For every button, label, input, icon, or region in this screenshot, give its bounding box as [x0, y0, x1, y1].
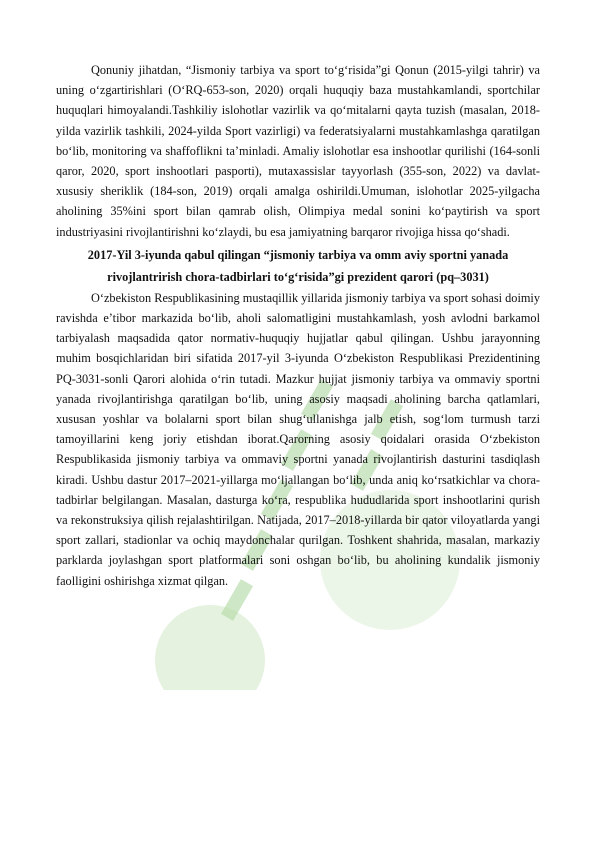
section-heading: 2017-Yil 3-iyunda qabul qilingan “jismoniy tarbiya va omm aviy sportni yanada rivojlantrirish chora-tadbirlari to‘g‘risida”gi prezident qarori (pq–3031) [87, 247, 509, 284]
paragraph-pq-3031: O‘zbekiston Respublikasining mustaqillik yillarida jismoniy tarbiya va sport sohasi doimiy ravishda e’tibor markazida bo‘lib, aholi salomatligini mustahkamlash, yosh avlodni barkamol tarbiyalash maqsadida qator normativ-huquqiy hujjatlar qabul qilingan. Ushbu jarayonning muhim bosqichlaridan biri sifatida 2017-yil 3-iyunda O‘zbekiston Respublikasi Prezidentining PQ-3031-sonli Qarori alohida o‘rin tutadi. Mazkur hujjat jismoniy tarbiya va ommaviy sportni yanada rivojlantirishga qaratilgan bo‘lib, uning asosiy maqsadi aholining barcha qatlamlari, xususan yoshlar va bolalarni sport bilan shug‘ullanishga jalb etish, sog‘lom turmush tarzi tamoyillarini keng joriy etishdan iborat.Qarorning asosiy qoidalari orasida O‘zbekiston Respublikasida jismoniy tarbiya va ommaviy sportni yanada rivojlantirish dasturini tasdiqlash kiradi. Ushbu dastur 2017–2021-yillarga mo‘ljallangan bo‘lib, unda aniq ko‘rsatkichlar va chora-tadbirlar belgilangan. Masalan, dasturga ko‘ra, respublika hududlarida sport inshootlarini qurish va rekonstruksiya qilish rejalashtirilgan. Natijada, 2017–2018-yillarda bir qator viloyatlarda yangi sport zallari, stadionlar va ochiq maydonchalar qurilgan. Toshkent shahrida, masalan, markaziy parklarda joylashgan sport platformalari soni oshgan bo‘lib, bu aholining kundalik jismoniy faolligini oshirishga xizmat qilgan. [56, 290, 540, 588]
paragraph-legal-reforms: Qonuniy jihatdan, “Jismoniy tarbiya va sport to‘g‘risida”gi Qonun (2015-yilgi tahrir) va uning o‘zgartirishlari (O‘RQ-653-son, 2020) orqali huquqiy baza mustahkamlandi, sportchilar huquqlari himoyalandi.Tashkiliy islohotlar vazirlik va qo‘mitalarni qayta tuzish (masalan, 2018-yilda vazirlik tashkili, 2024-yilda Sport vazirligi) va federatsiyalarni mustahkamlashga qaratilgan bo‘lib, monitoring va shaffoflikni ta’minladi. Amaliy islohotlar esa inshootlar qurilishi (164-sonli qaror, 2020, sport inshootlari pasporti), mutaxassislar tayyorlash (355-son, 2022) va davlat-xususiy sheriklik (184-son, 2019) orqali amalga oshirildi.Umuman, islohotlar 2025-yilgacha aholining 35%ini sport bilan qamrab olish, Olimpiya medal sonini ko‘paytirish va sport industriyasini rivojlantirishni ko‘zlaydi, bu esa jamiyatning barqaror rivojiga hissa qo‘shadi. [56, 63, 540, 239]
document-page [56, 60, 540, 591]
